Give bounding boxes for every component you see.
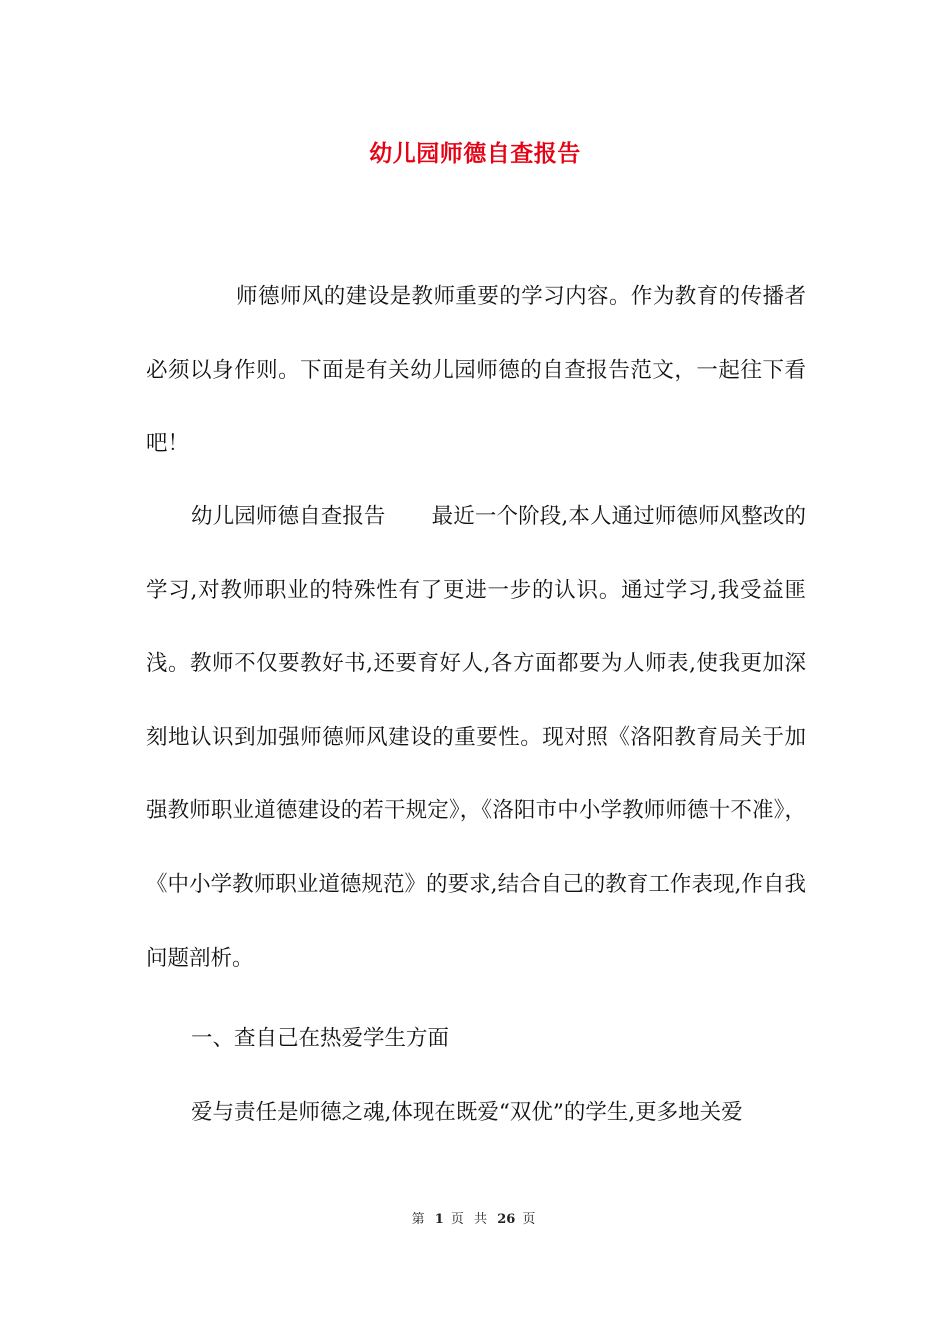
intro-paragraph xyxy=(146,260,806,481)
footer-suffix: 页 xyxy=(522,1212,539,1227)
main-paragraph xyxy=(146,480,806,995)
paragraph: 爱与责任是师德之魂,体现在既爱“双优”的学生,更多地关爱 xyxy=(191,1100,743,1125)
footer-middle: 页 共 xyxy=(450,1212,491,1227)
paragraph xyxy=(146,480,806,995)
section-heading-inline: 幼儿园师德自查报告 xyxy=(191,504,386,529)
total-pages: 26 xyxy=(497,1212,516,1227)
section-heading xyxy=(146,1002,806,1076)
page-number: 1 xyxy=(434,1212,444,1227)
footer-prefix: 第 xyxy=(411,1212,428,1227)
document-title: 幼儿园师德自查报告 xyxy=(369,141,581,167)
paragraph-text: 最近一个阶段,本人通过师德师风整改的学习,对教师职业的特殊性有了更进一步的认识。通过学习,我受益匪浅。教师不仅要教好书,还要育好人,各方面都要为人师表,使我更加深刻地认识到加强师德师风建设的重要性。现对照《洛阳教育局关于加强教师职业道德建设的若干规定》，《洛阳市中小学教师师德十不准》， 《中小学教师职业道德规范》的要求,结合自己的教育工作表现,作自我问题剖析。 xyxy=(146,504,806,971)
page-footer xyxy=(0,1208,950,1227)
heading: 一、查自己在热爱学生方面 xyxy=(191,1026,450,1051)
section-paragraph xyxy=(146,1076,806,1150)
paragraph: 师德师风的建设是教师重要的学习内容。作为教育的传播者必须以身作则。下面是有关幼儿园师德的自查报告范文，一起往下看吧！ xyxy=(146,284,806,457)
